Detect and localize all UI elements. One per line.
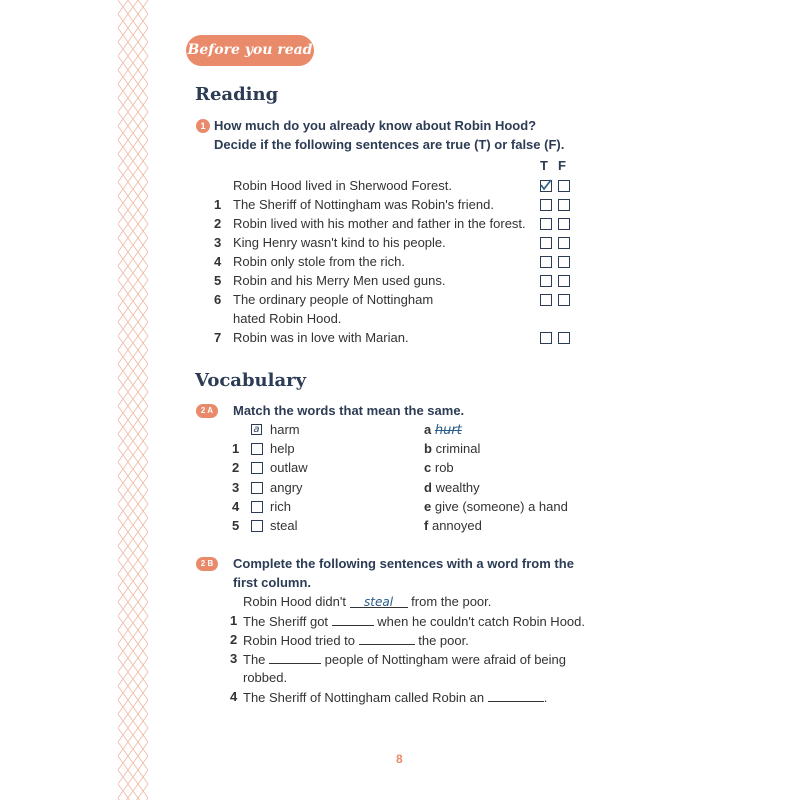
- true-checkbox-7[interactable]: [540, 332, 552, 344]
- statement-6: The ordinary people of Nottingham: [233, 292, 434, 307]
- statement-number: 5: [214, 273, 222, 288]
- statement-1: The Sheriff of Nottingham was Robin's friend.: [233, 197, 494, 212]
- match-number: 1: [232, 441, 240, 456]
- false-checkbox-7[interactable]: [558, 332, 570, 344]
- complete-sentence-2: Robin Hood tried to the poor.: [243, 633, 469, 648]
- match-word-example: harm: [270, 422, 300, 437]
- match-instruction: Match the words that mean the same.: [233, 403, 465, 418]
- page-number: 8: [396, 752, 403, 766]
- complete-instruction-line2: first column.: [233, 575, 312, 590]
- match-word-2: outlaw: [270, 460, 308, 475]
- match-box-example[interactable]: a: [251, 424, 262, 435]
- answer-blank-1[interactable]: [332, 613, 374, 626]
- match-word-5: steal: [270, 518, 298, 533]
- true-checkbox-5[interactable]: [540, 275, 552, 287]
- true-checkbox-1[interactable]: [540, 199, 552, 211]
- statement-number: 7: [214, 330, 222, 345]
- answer-blank-4[interactable]: [488, 689, 544, 702]
- match-option-a: a hurt: [424, 422, 462, 438]
- answer-blank-3[interactable]: [269, 651, 321, 664]
- match-word-4: rich: [270, 499, 291, 514]
- reading-heading: Reading: [195, 84, 279, 105]
- match-box-5[interactable]: [251, 520, 263, 532]
- sentence-number: 1: [230, 613, 238, 628]
- complete-sentence-3-line2: robbed.: [243, 670, 288, 685]
- sentence-number: 3: [230, 651, 238, 666]
- complete-sentence-4: The Sheriff of Nottingham called Robin an .: [243, 690, 548, 705]
- reading-instruction-line1: How much do you already know about Robin Hood?: [214, 118, 537, 133]
- sentence-number: 4: [230, 689, 238, 704]
- match-number: 2: [232, 460, 240, 475]
- exercise-number-badge: 2 A: [196, 404, 218, 418]
- match-number: 3: [232, 480, 240, 495]
- statement-number: 4: [214, 254, 222, 269]
- statement-example: Robin Hood lived in Sherwood Forest.: [233, 178, 452, 193]
- match-number: 5: [232, 518, 240, 533]
- statement-number: 1: [214, 197, 222, 212]
- false-column-header: F: [558, 158, 566, 173]
- statement-3: King Henry wasn't kind to his people.: [233, 235, 446, 250]
- decorative-lattice-border: [118, 0, 148, 800]
- false-checkbox-2[interactable]: [558, 218, 570, 230]
- statement-4: Robin only stole from the rich.: [233, 254, 405, 269]
- match-option-b: b criminal: [424, 441, 481, 456]
- match-box-4[interactable]: [251, 501, 263, 513]
- false-checkbox-5[interactable]: [558, 275, 570, 287]
- sentence-number: 2: [230, 632, 238, 647]
- before-you-read-badge: Before you read: [186, 35, 314, 66]
- true-checkbox-3[interactable]: [540, 237, 552, 249]
- statement-6-line2: hated Robin Hood.: [233, 311, 342, 326]
- exercise-number-badge: 2 B: [196, 557, 218, 571]
- match-word-1: help: [270, 441, 295, 456]
- match-option-c: c rob: [424, 460, 454, 475]
- match-option-f: f annoyed: [424, 518, 482, 533]
- exercise-number-badge: 1: [196, 119, 210, 133]
- complete-example: Robin Hood didn't steal from the poor.: [243, 594, 492, 609]
- complete-sentence-1: The Sheriff got when he couldn't catch Robin Hood.: [243, 614, 585, 629]
- false-checkbox-6[interactable]: [558, 294, 570, 306]
- statement-number: 2: [214, 216, 222, 231]
- false-checkbox-3[interactable]: [558, 237, 570, 249]
- false-checkbox-example[interactable]: [558, 180, 570, 192]
- complete-sentence-3: The people of Nottingham were afraid of being: [243, 652, 567, 667]
- match-box-3[interactable]: [251, 482, 263, 494]
- vocabulary-heading: Vocabulary: [195, 370, 307, 391]
- true-checkbox-2[interactable]: [540, 218, 552, 230]
- example-answer: steal: [350, 595, 408, 608]
- true-checkbox-4[interactable]: [540, 256, 552, 268]
- true-checkbox-6[interactable]: [540, 294, 552, 306]
- statement-7: Robin was in love with Marian.: [233, 330, 409, 345]
- match-number: 4: [232, 499, 240, 514]
- statement-number: 6: [214, 292, 222, 307]
- statement-number: 3: [214, 235, 222, 250]
- answer-blank-2[interactable]: [359, 632, 415, 645]
- match-option-d: d wealthy: [424, 480, 480, 495]
- complete-instruction-line1: Complete the following sentences with a word from the: [233, 556, 574, 571]
- match-box-1[interactable]: [251, 443, 263, 455]
- reading-instruction-line2: Decide if the following sentences are true (T) or false (F).: [214, 137, 565, 152]
- match-option-e: e give (someone) a hand: [424, 499, 568, 514]
- false-checkbox-1[interactable]: [558, 199, 570, 211]
- true-column-header: T: [540, 158, 548, 173]
- false-checkbox-4[interactable]: [558, 256, 570, 268]
- match-box-2[interactable]: [251, 462, 263, 474]
- statement-2: Robin lived with his mother and father in the forest.: [233, 216, 526, 231]
- statement-5: Robin and his Merry Men used guns.: [233, 273, 446, 288]
- checkmark-icon: [540, 179, 552, 191]
- match-word-3: angry: [270, 480, 303, 495]
- true-checkbox-example[interactable]: [540, 180, 552, 192]
